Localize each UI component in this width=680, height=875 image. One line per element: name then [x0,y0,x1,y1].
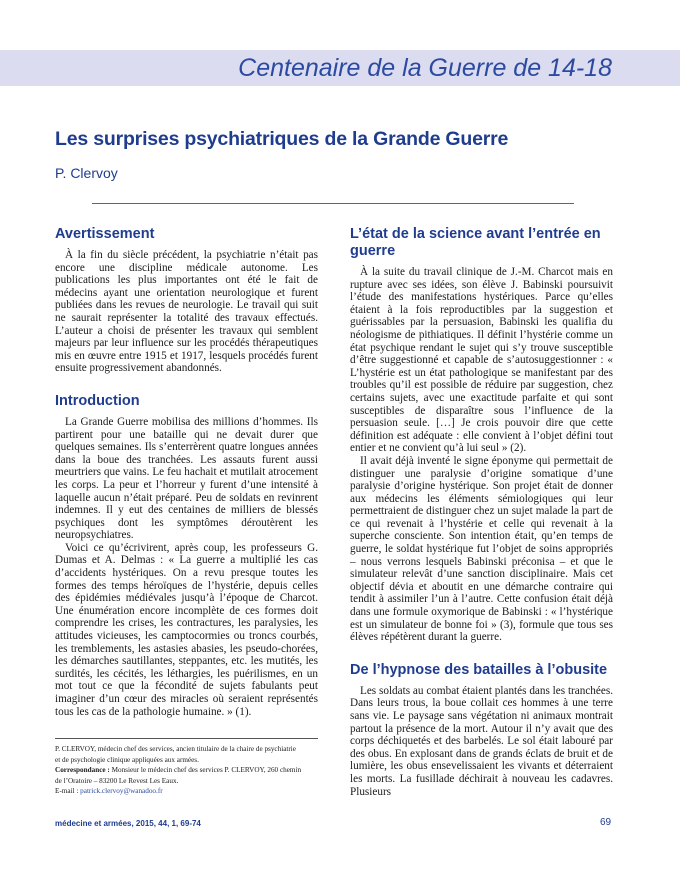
email-link[interactable]: patrick.clervoy@wanadoo.fr [80,787,163,796]
correspondance-line [55,765,325,776]
series-title: Centenaire de la Guerre de 14-18 [238,54,612,82]
correspondance-text: Monsieur le médecin chef des services P. CLERVOY, 260 chemin [109,766,302,775]
right-column [350,226,613,798]
paragraph: Il avait déjà inventé le signe éponyme qui permettait de distinguer une paralysie d’origine somatique d’une paralysie d’origine hystérique. Son projet était de donner aux médecins les éléments sémiologiques qui leur permettraient de distinguer chez un sujet malade la part de ce qui revenait à l’hystérie et celle qui revenait à la superche consciente. Son intention était, qu’en temps de guerre, le soldat hystérique fut l’objet de soins appropriés – nous verrons lesquels Babinski préconisa – et que le simulateur relevât d’une sanction disciplinaire. Mais cet objectif dévia et aboutit en une démarche contraire qui tendit à assimiler l’un à l’autre. Cette confusion était déjà dans une formule oxymorique de Babinski : « l’hystérique est un simulateur de bonne foi » (3), formule que tous ses élèves répétèrent durant la guerre. [350,454,613,644]
paragraph: Voici ce qu’écrivirent, après coup, les professeurs G. Dumas et A. Delmas : « La guerre a multiplié les cas d’accidents hystériques. On a revu presque toutes les formes des temps héroïques de l’hystérie, depuis celles des épidémies médiévales jusqu’à l’époque de Charcot. Une énumération encore incomplète de ces formes doit comprendre les crises, les contractures, les paralysies, les attitudes vicieuses, les camptocormies ou troncs courbés, les tremblements, les astasies abasies, les pseudo-chorées, les démarches sautillantes, steppantes, etc. les mutités, les surdités, les cécités, les léthargies, les puérilismes, en un mot tout ce que la fécondité de sujets fabulants peut imaginer d’un cœur des miracles où seraient représentés tous les cas de la pathologie humaine. » (1). [55,541,318,718]
author-notes [55,744,325,797]
paragraph: La Grande Guerre mobilisa des millions d’hommes. Ils partirent pour une bataille qui ne devait durer que quelques semaines. Ils s’enterrèrent quatre longues années dans la boue des tranchées. Les assauts furent aussi meurtriers que vains. Le feu hachait et mutilait atrocement les corps. La peur et l’horreur y furent d’une intensité à laquelle aucun n’était préparé. Peu de soldats en revinrent indemnes. Il y eut des centaines de milliers de blessés psychiques dont les symptômes déroutèrent les neuropsychiatres. [55,415,318,542]
article-title: Les surprises psychiatriques de la Grande Guerre [55,128,509,150]
series-banner [0,50,680,86]
email-label: E-mail : [55,787,81,796]
page-number: 69 [600,817,612,828]
title-divider [92,203,574,204]
section-heading-etat: L’état de la science avant l’entrée en guerre [350,226,601,259]
section-heading-avertissement: Avertissement [55,226,155,242]
paragraph: À la suite du travail clinique de J.-M. Charcot mais en rupture avec ses idées, son élève J. Babinski poursuivit l’étude des manifestations hystériques. Parce qu’elles étaient à la fois reproductibles par la suggestion et guérissables par la persuasion, Babinski les qualifia du néologisme de pithiatiques. Il définit l’hystérie comme un état psychique rendant le sujet qui s’y trouve susceptible d’être suggestionné et capable de s’autosuggestionner : « L’hystérie est un état pathologique se manifestant par des troubles qu’il est possible de réduire par suggestion, chez certains sujets, avec une exactitude parfaite et qui sont susceptibles de disparaître sous l’influence de la persuasion seule. […] Je crois pouvoir dire que cette définition est adéquate : elle convient à l’objet défini tout entier et ne convient qu’à lui seul » (2). [350,266,613,455]
article-author: P. Clervoy [55,165,118,181]
section-heading-introduction: Introduction [55,392,140,409]
journal-citation: médecine et armées, 2015, 44, 1, 69-74 [55,819,201,828]
author-info-line: et de psychologie clinique appliquées aux armées. [55,755,199,764]
author-info-line: P. CLERVOY, médecin chef des services, ancien titulaire de la chaire de psychiatrie [55,745,296,753]
email-line [55,786,325,797]
paragraph: Les soldats au combat étaient plantés dans les tranchées. Dans leurs trous, la boue collait ces hommes à une terre sans vie. Le paysage sans végétation ni animaux montrait partout la présence de la mort. Autour il n’y avait que des corps déchiquetés et des barbelés. Le sol était labouré par des obus. En explosant dans de grands éclats de bruit et de lumière, les obus ensevelissaient les vivants et déterraient les morts. La fusillade déchirait à nouveau les cadavres. Plusieurs [350,684,613,798]
left-column [55,226,318,718]
paragraph: À la fin du siècle précédent, la psychiatrie n’était pas encore une discipline médicale autonome. Les publications les plus importantes ont été le fait de médecins ayant une orientation neurologique et furent publiées dans les revues de neurologie. Le travail qui suit ne saurait représenter la totalité des travaux effectués. L’auteur a choisi de présenter les travaux qui semblent majeurs par leur influence sur les procédés thérapeutiques mis en œuvre entre 1915 et 1917, lesquels procédés furent ensuite progressivement abandonnés. [55,249,318,375]
section-heading-hypnose: De l’hypnose des batailles à l’obusite [350,661,608,678]
address-line: de l’Oratoire – 83200 Le Revest Les Eaux. [55,776,179,785]
correspondance-label: Correspondance : [55,766,110,775]
notes-divider [55,738,318,739]
